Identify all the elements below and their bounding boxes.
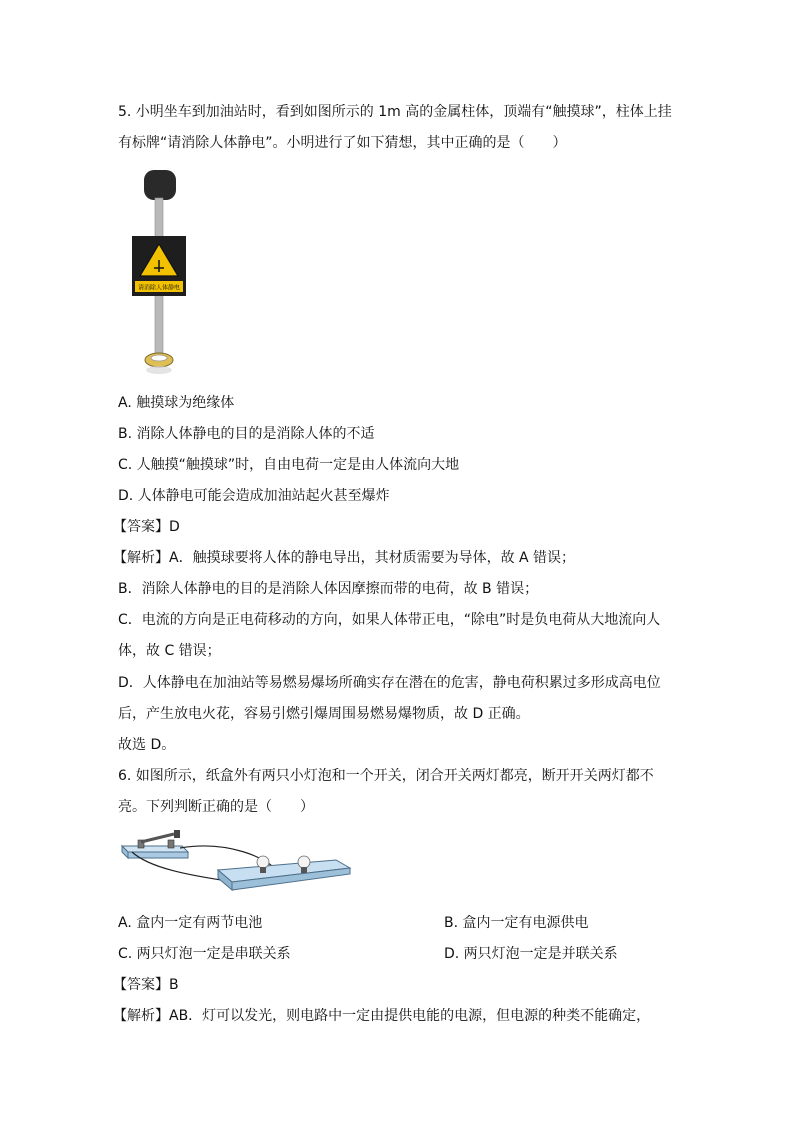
q5-option-c: C. 人触摸“触摸球”时，自由电荷一定是由人体流向大地 bbox=[118, 457, 460, 473]
q5-option-a: A. 触摸球为绝缘体 bbox=[118, 395, 235, 411]
q5-analysis-line4: 体，故 C 错误； bbox=[118, 643, 221, 659]
sign-label-text: 请消除人体静电 bbox=[137, 284, 181, 292]
static-discharge-post-figure bbox=[130, 168, 190, 380]
q5-stem-line2: 有标牌“请消除人体静电”。小明进行了如下猜想，其中正确的是（ ） bbox=[118, 135, 567, 151]
q6-option-b: B. 盒内一定有电源供电 bbox=[444, 915, 589, 931]
q5-conclusion: 故选 D。 bbox=[118, 737, 176, 753]
q5-analysis-line6: 后，产生放电火花，容易引燃引爆周围易燃易爆物质，故 D 正确。 bbox=[118, 706, 530, 722]
switch-and-bulbs-box-figure bbox=[118, 828, 354, 900]
q6-analysis-line1: 【解析】AB．灯可以发光，则电路中一定由提供电能的电源，但电源的种类不能确定， bbox=[113, 1008, 651, 1024]
q5-option-d: D. 人体静电可能会造成加油站起火甚至爆炸 bbox=[118, 488, 390, 504]
q5-analysis-line3: C．电流的方向是正电荷移动的方向，如果人体带正电，“除电”时是负电荷从大地流向人 bbox=[118, 612, 661, 628]
switch-handle bbox=[174, 830, 180, 838]
switch-board bbox=[122, 846, 188, 852]
switch-post-right bbox=[168, 840, 174, 848]
q6-answer: 【答案】B bbox=[113, 977, 179, 993]
touch-ball bbox=[144, 170, 176, 200]
q6-option-c: C. 两只灯泡一定是串联关系 bbox=[118, 946, 291, 962]
q5-option-b: B. 消除人体静电的目的是消除人体的不适 bbox=[118, 426, 375, 442]
q6-option-a: A. 盒内一定有两节电池 bbox=[118, 915, 263, 931]
q6-stem-line2: 亮。下列判断正确的是（ ） bbox=[118, 799, 314, 815]
q5-analysis-line1: 【解析】A．触摸球要将人体的静电导出，其材质需要为导体，故 A 错误； bbox=[113, 550, 576, 566]
q6-option-d: D. 两只灯泡一定是并联关系 bbox=[444, 946, 618, 962]
q5-answer: 【答案】D bbox=[113, 519, 180, 535]
q5-analysis-line2: B．消除人体静电的目的是消除人体因摩擦而带的电荷，故 B 错误； bbox=[118, 581, 539, 597]
q5-analysis-line5: D．人体静电在加油站等易燃易爆场所确实存在潜在的危害，静电荷积累过多形成高电位 bbox=[118, 675, 661, 691]
q6-stem-line1: 6. 如图所示，纸盒外有两只小灯泡和一个开关，闭合开关两灯都亮，断开开关两灯都不 bbox=[118, 768, 654, 784]
q5-stem-line1: 5. 小明坐车到加油站时，看到如图所示的 1m 高的金属柱体，顶端有“触摸球”，柱体上挂 bbox=[118, 104, 672, 120]
